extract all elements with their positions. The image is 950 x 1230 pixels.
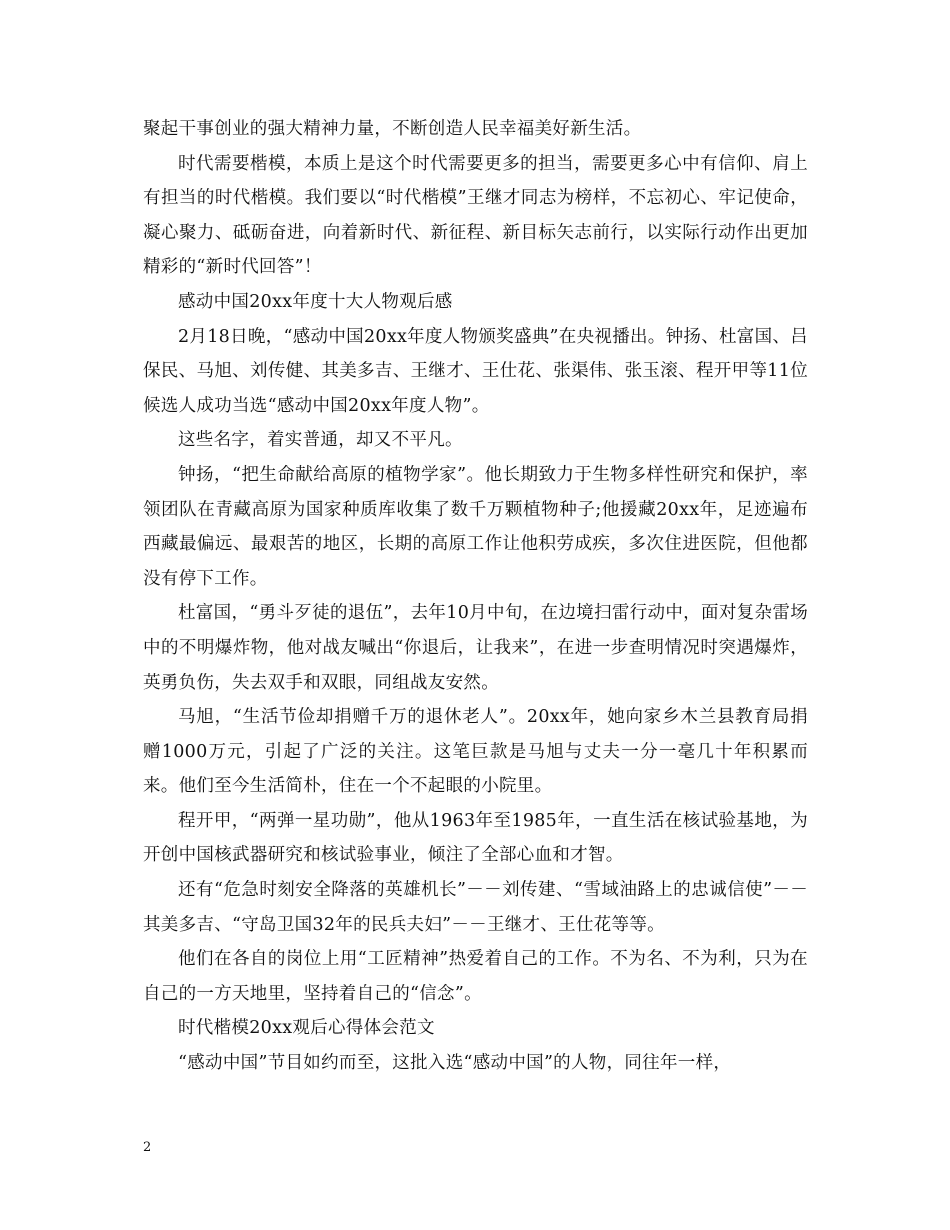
paragraph: 马旭，“生活节俭却捐赠千万的退休老人”。20xx年，她向家乡木兰县教育局捐赠1000万元，引起了广泛的关注。这笔巨款是马旭与丈夫一分一毫几十年积累而来。他们至今生活简朴，住在一个不起眼的小院里。 <box>143 707 808 797</box>
paragraph: 还有“危急时刻安全降落的英雄机长”－－刘传建、“雪域油路上的忠诚信使”－－其美多吉、“守岛卫国32年的民兵夫妇”－－王继才、王仕花等等。 <box>143 880 808 935</box>
paragraph: 这些名字，着实普通，却又不平凡。 <box>178 430 463 451</box>
paragraph: 2月18日晚，“感动中国20xx年度人物颁奖盛典”在央视播出。钟扬、杜富国、吕保民、马旭、刘传健、其美多吉、王继才、王仕花、张渠伟、张玉滚、程开甲等11位候选人成功当选“感动中国20xx年度人物”。 <box>143 326 808 416</box>
paragraph: 杜富国，“勇斗歹徒的退伍”，去年10月中旬，在边境扫雷行动中，面对复杂雷场中的不明爆炸物，他对战友喊出“你退后，让我来”，在进一步查明情况时突遇爆炸，英勇负伤，失去双手和双眼，同组战友安然。 <box>143 603 808 693</box>
paragraph-continuation: 聚起干事创业的强大精神力量，不断创造人民幸福美好新生活。 <box>143 119 642 139</box>
paragraph: “感动中国”节目如约而至，这批入选“感动中国”的人物，同往年一样， <box>178 1053 732 1074</box>
paragraph: 钟扬，“把生命献给高原的植物学家”。他长期致力于生物多样性研究和保护，率领团队在青藏高原为国家种质库收集了数千万颗植物种子;他援藏20xx年，足迹遍布西藏最偏远、最艰苦的地区，长期的高原工作让他积劳成疾，多次住进医院，但他都没有停下工作。 <box>143 464 808 589</box>
paragraph: 程开甲，“两弹一星功勋”，他从1963年至1985年，一直生活在核试验基地，为开创中国核武器研究和核试验事业，倾注了全部心血和才智。 <box>143 810 808 866</box>
section-heading: 感动中国20xx年度十大人物观后感 <box>178 291 453 312</box>
paragraph: 时代需要楷模，本质上是这个时代需要更多的担当，需要更多心中有信仰、肩上有担当的时代楷模。我们要以“时代楷模”王继才同志为榜样，不忘初心、牢记使命，凝心聚力、砥砺奋进，向着新时代、新征程、新目标矢志前行，以实际行动作出更加精彩的“新时代回答”！ <box>143 153 808 278</box>
section-heading: 时代楷模20xx观后心得体会范文 <box>178 1018 435 1039</box>
document-body <box>143 112 808 1081</box>
paragraph: 他们在各自的岗位上用“工匠精神”热爱着自己的工作。不为名、不为利，只为在自己的一方天地里，坚持着自己的“信念”。 <box>143 949 808 1004</box>
page-number: 2 <box>143 1140 152 1155</box>
